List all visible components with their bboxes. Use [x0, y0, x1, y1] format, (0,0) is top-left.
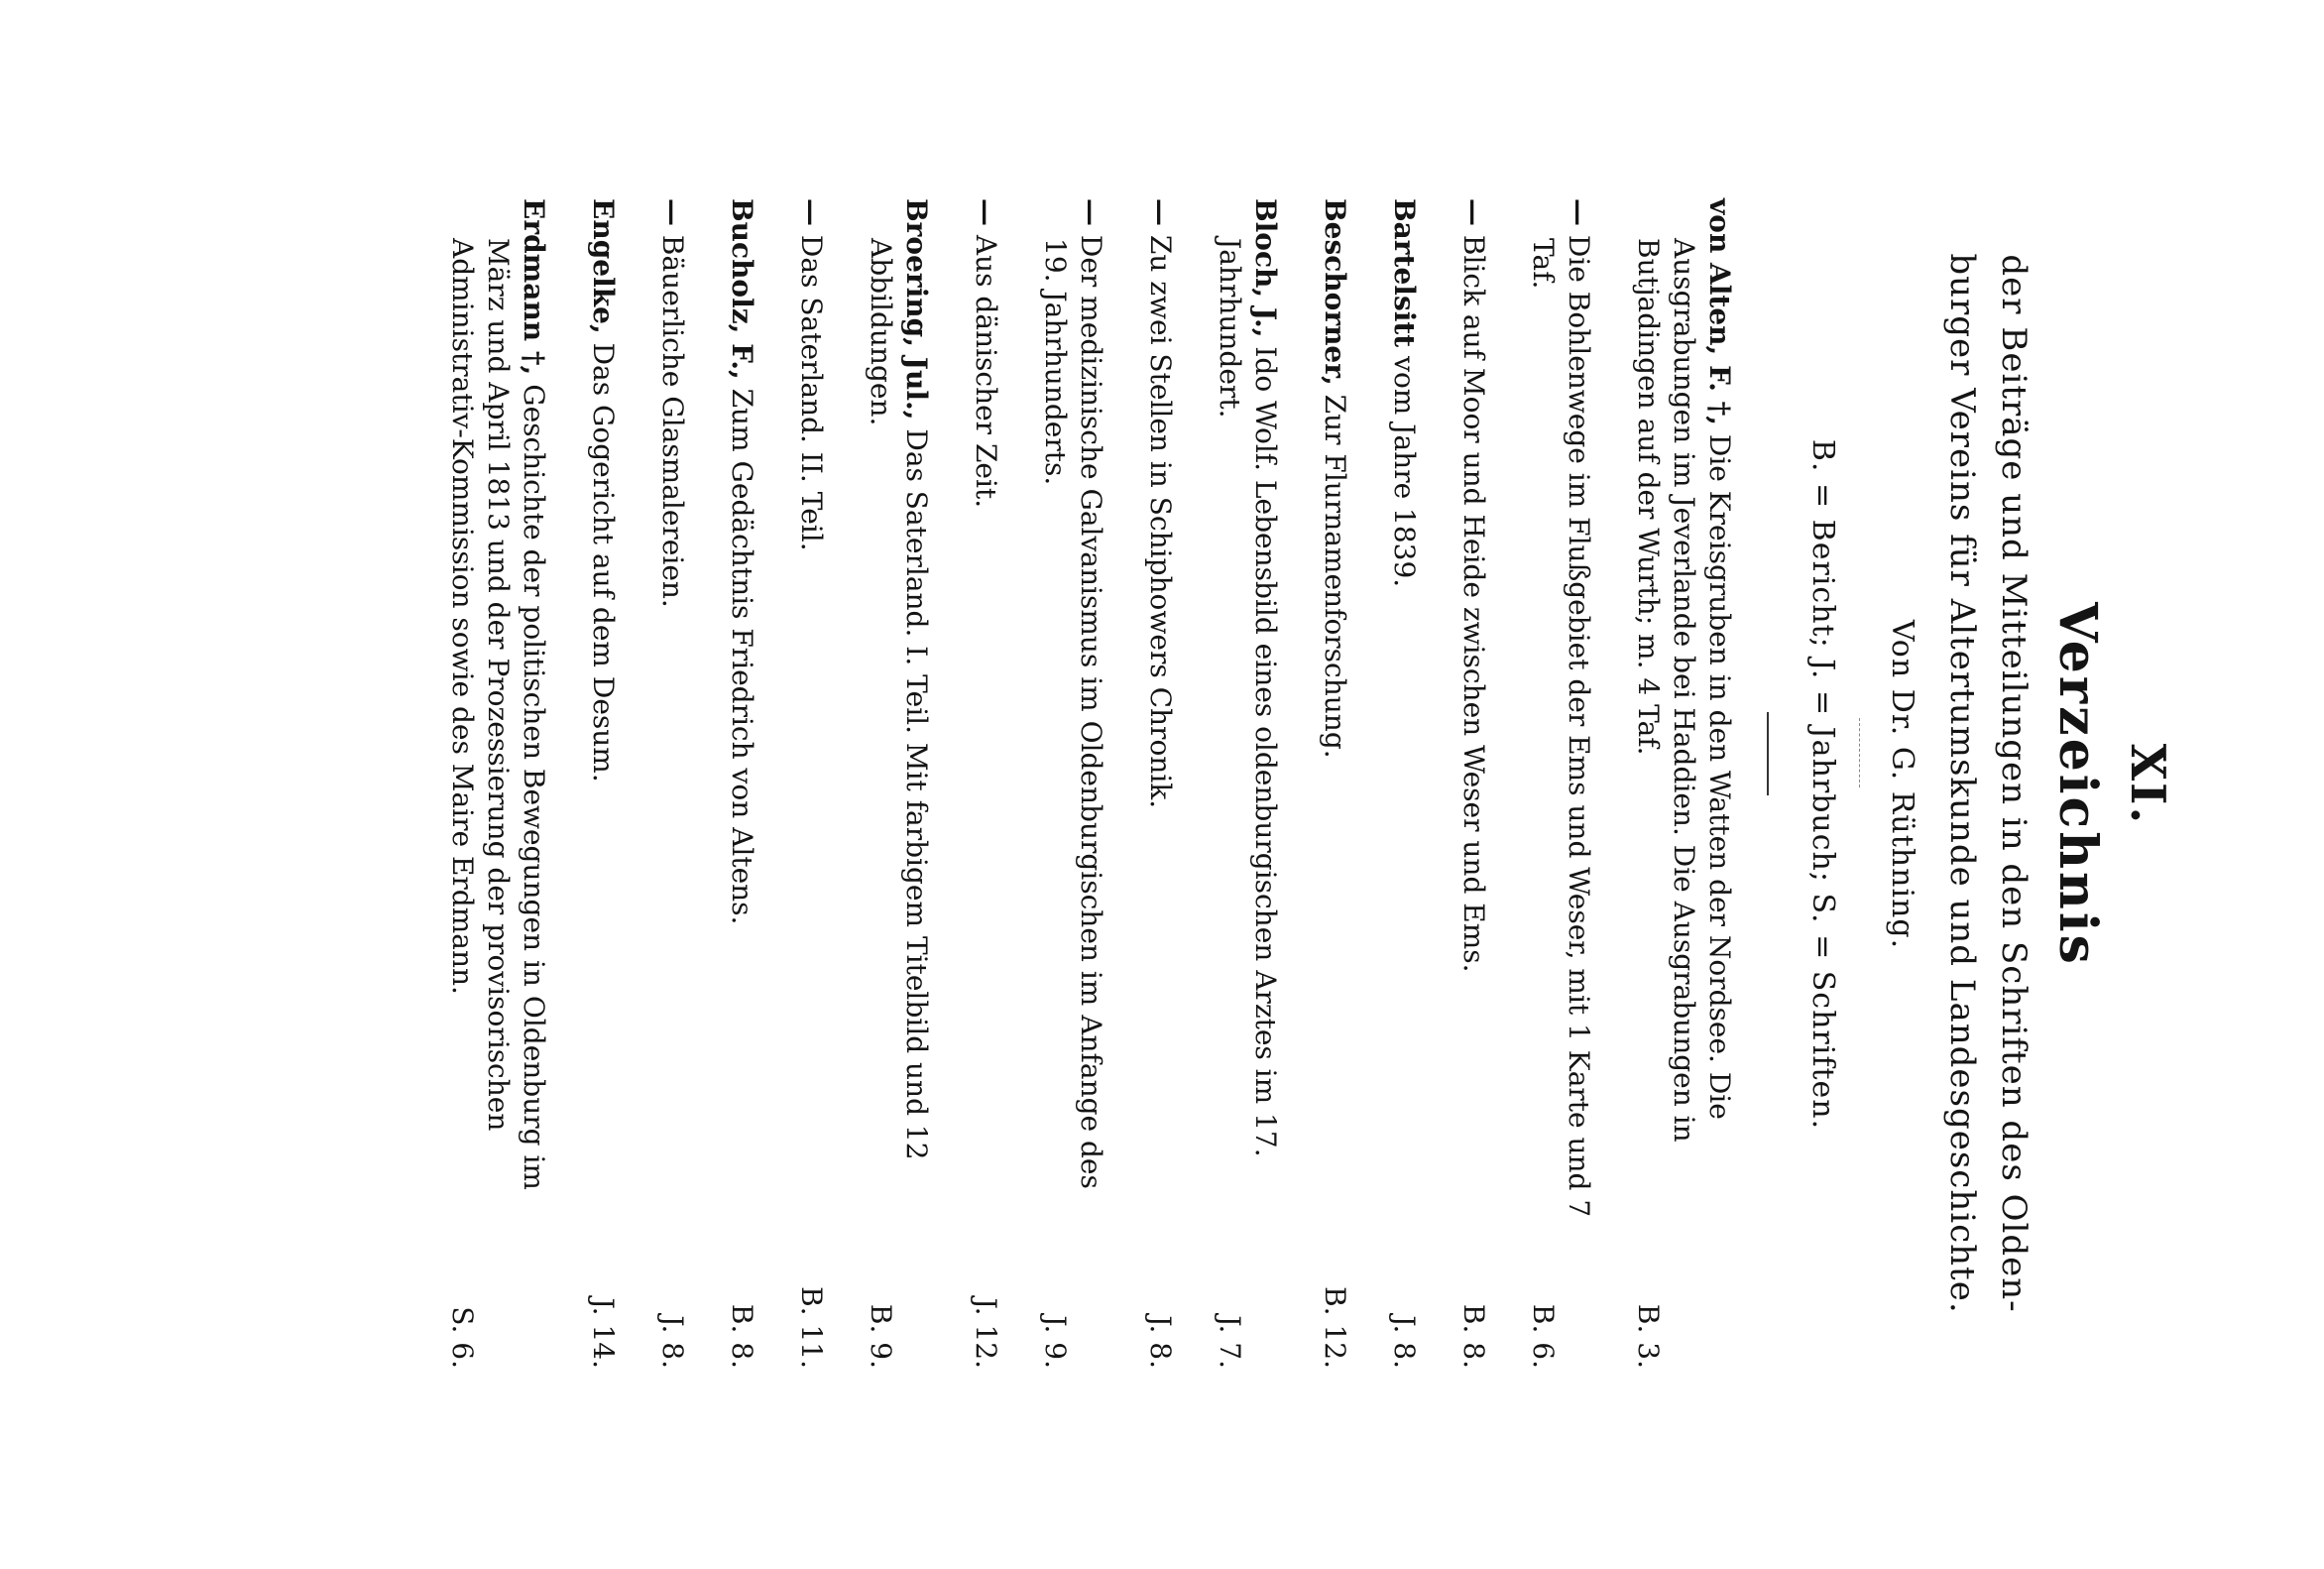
subtitle-line-2: burger Vereins für Altertumskunde und Landesgeschichte. [1942, 253, 1982, 1314]
list-item [1525, 198, 1596, 1369]
entry-title: Das Saterland. I. Teil. Mit farbigem Titelbild und 12 Abbildungen. [865, 238, 933, 1160]
list-item [585, 198, 621, 1369]
entry-title: Die Kreisgruben in den Watten der Nordsee. Die Ausgrabungen im Jeverlande bei Haddien. Die Ausgrabungen in Butjadingen auf der Wurth; m. 4 Taf. [1632, 238, 1736, 1143]
entry-reference: B. 8. [726, 1303, 758, 1369]
abbreviation-legend: B. = Bericht; J. = Jahrbuch; S. = Schriften. [1805, 438, 1840, 1131]
list-item [1212, 198, 1283, 1369]
entry-list [410, 198, 1737, 1369]
subtitle-line-1: der Beiträge und Mitteilungen in den Schriften des Olden- [1994, 254, 2034, 1313]
entry-author: — [795, 198, 828, 226]
entry-reference: J. 8. [1144, 1315, 1177, 1369]
entry-reference: B. 11. [795, 1286, 828, 1369]
entry-author: — [1144, 198, 1177, 226]
list-item [1630, 198, 1737, 1369]
entry-reference: J. 12. [970, 1297, 1002, 1369]
list-item [724, 198, 759, 1369]
entry-title: Der medizinische Galvanismus im Oldenburgischen im Anfange des 19. Jahrhunderts. [1039, 226, 1107, 1189]
entry-title: Blick auf Moor und Heide zwischen Weser und Ems. [1457, 226, 1490, 973]
list-item [444, 198, 551, 1369]
list-item [968, 198, 1003, 1369]
entry-author: Bloch, J., [1249, 198, 1282, 338]
entry-title: Aus dänischer Zeit. [970, 226, 1002, 509]
entry-reference: J. 8. [1388, 1315, 1421, 1369]
list-item [1317, 198, 1352, 1369]
entry-author: — [1563, 198, 1595, 226]
entry-reference: J. 8. [656, 1315, 689, 1369]
list-item [793, 198, 829, 1369]
entry-author: — [1075, 198, 1107, 226]
section-number: XI. [2120, 743, 2175, 826]
entry-author: Erdmann †, [518, 198, 550, 376]
list-item [1142, 198, 1178, 1369]
entry-title: Zu zwei Stellen in Schiphowers Chronik. [1144, 226, 1177, 809]
entry-author: Beschorner, [1319, 198, 1351, 386]
list-item [1386, 198, 1422, 1369]
list-item [863, 198, 934, 1369]
entry-title: Das Saterland. II. Teil. [795, 226, 828, 551]
entry-title: Zum Gedächtnis Friedrich von Altens. [726, 379, 758, 925]
entry-reference: J. 7. [1214, 1315, 1246, 1369]
entry-title: Bäuerliche Glasmalereien. [656, 226, 689, 608]
entry-author: Broering, Jul., [900, 198, 933, 421]
list-item [1455, 198, 1491, 1369]
entry-reference: B. 3. [1632, 1303, 1665, 1369]
divider-line [1767, 712, 1769, 795]
entry-author: — [970, 198, 1002, 226]
entry-reference: J. 9. [1039, 1315, 1072, 1369]
entry-author: — [656, 198, 689, 226]
entry-author: — [1457, 198, 1490, 226]
entry-reference: B. 9. [865, 1303, 897, 1369]
entry-reference: B. 8. [1457, 1303, 1490, 1369]
entry-reference: B. 6. [1527, 1303, 1560, 1369]
entry-author: Bucholz, F., [726, 198, 758, 380]
entry-author: Engelke, [587, 198, 620, 334]
list-item [1037, 198, 1108, 1369]
entry-title: vom Jahre 1839. [1388, 347, 1421, 588]
divider-dashed [1859, 718, 1860, 787]
entry-title: Das Gogericht auf dem Desum. [587, 333, 620, 783]
author-line: Von Dr. G. Rüthning. [1885, 619, 1919, 950]
entry-reference: J. 14. [587, 1297, 620, 1369]
entry-reference: S. 6. [446, 1306, 479, 1369]
list-item [654, 198, 690, 1369]
entry-author: von Alten, F. †, [1703, 198, 1736, 425]
page-title: Verzeichnis [2047, 602, 2108, 967]
entry-title: Die Bohlenwege im Flußgebiet der Ems und Weser, mit 1 Karte und 7 Taf. [1527, 226, 1595, 1218]
entry-title: Geschichte der politischen Bewegungen in Oldenburg im März und April 1813 und der Prozessierung der provisorischen Administrativ-Kommission sowie des Maire Erdmann. [446, 238, 550, 1190]
entry-author: Bartelsitt [1388, 198, 1421, 348]
entry-title: Zur Flurnamenforschung. [1319, 385, 1351, 759]
entry-reference: B. 12. [1319, 1286, 1351, 1369]
entry-title: Ido Wolf. Lebensbild eines oldenburgischen Arztes im 17. Jahrhundert. [1214, 238, 1282, 1157]
